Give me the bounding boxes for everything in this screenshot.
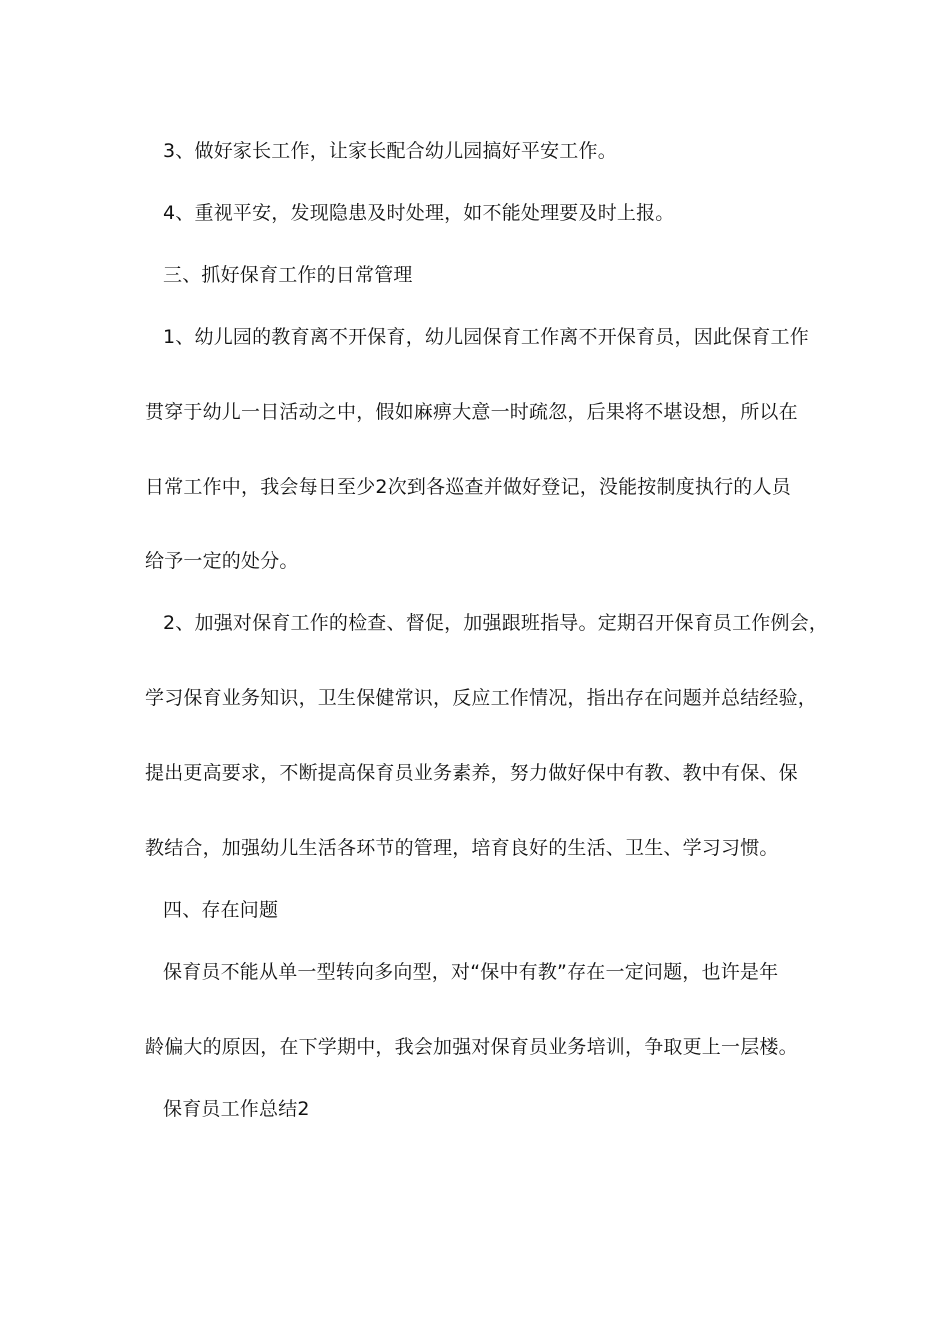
paragraph-3-line-2: 龄偏大的原因，在下学期中，我会加强对保育员业务培训，争取更上一层楼。 <box>145 1036 798 1058</box>
paragraph-3-line-1: 保育员不能从单一型转向多向型，对“保中有教”存在一定问题，也许是年 <box>163 961 779 983</box>
paragraph-1-line-4: 给予一定的处分。 <box>145 550 299 572</box>
section-heading-4: 四、存在问题 <box>163 899 279 921</box>
paragraph-2-line-3: 提出更高要求，不断提高保育员业务素养，努力做好保中有教、教中有保、保 <box>145 762 798 784</box>
list-item-4: 4、重视平安，发现隐患及时处理，如不能处理要及时上报。 <box>163 202 675 224</box>
document-subtitle: 保育员工作总结2 <box>163 1098 310 1120</box>
section-heading-3: 三、抓好保育工作的日常管理 <box>163 264 413 286</box>
list-item-3: 3、做好家长工作，让家长配合幼儿园搞好平安工作。 <box>163 140 617 162</box>
paragraph-1-line-1: 1、幼儿园的教育离不开保育，幼儿园保育工作离不开保育员，因此保育工作 <box>163 326 809 348</box>
paragraph-1-line-3: 日常工作中，我会每日至少2次到各巡查并做好登记，没能按制度执行的人员 <box>145 476 791 498</box>
paragraph-1-line-2: 贯穿于幼儿一日活动之中，假如麻痹大意一时疏忽，后果将不堪设想，所以在 <box>145 401 798 423</box>
paragraph-2-line-2: 学习保育业务知识，卫生保健常识，反应工作情况，指出存在问题并总结经验， <box>145 687 818 709</box>
paragraph-2-line-4: 教结合，加强幼儿生活各环节的管理，培育良好的生活、卫生、学习习惯。 <box>145 837 779 859</box>
paragraph-2-line-1: 2、加强对保育工作的检查、督促，加强跟班指导。定期召开保育员工作例会， <box>163 612 829 634</box>
